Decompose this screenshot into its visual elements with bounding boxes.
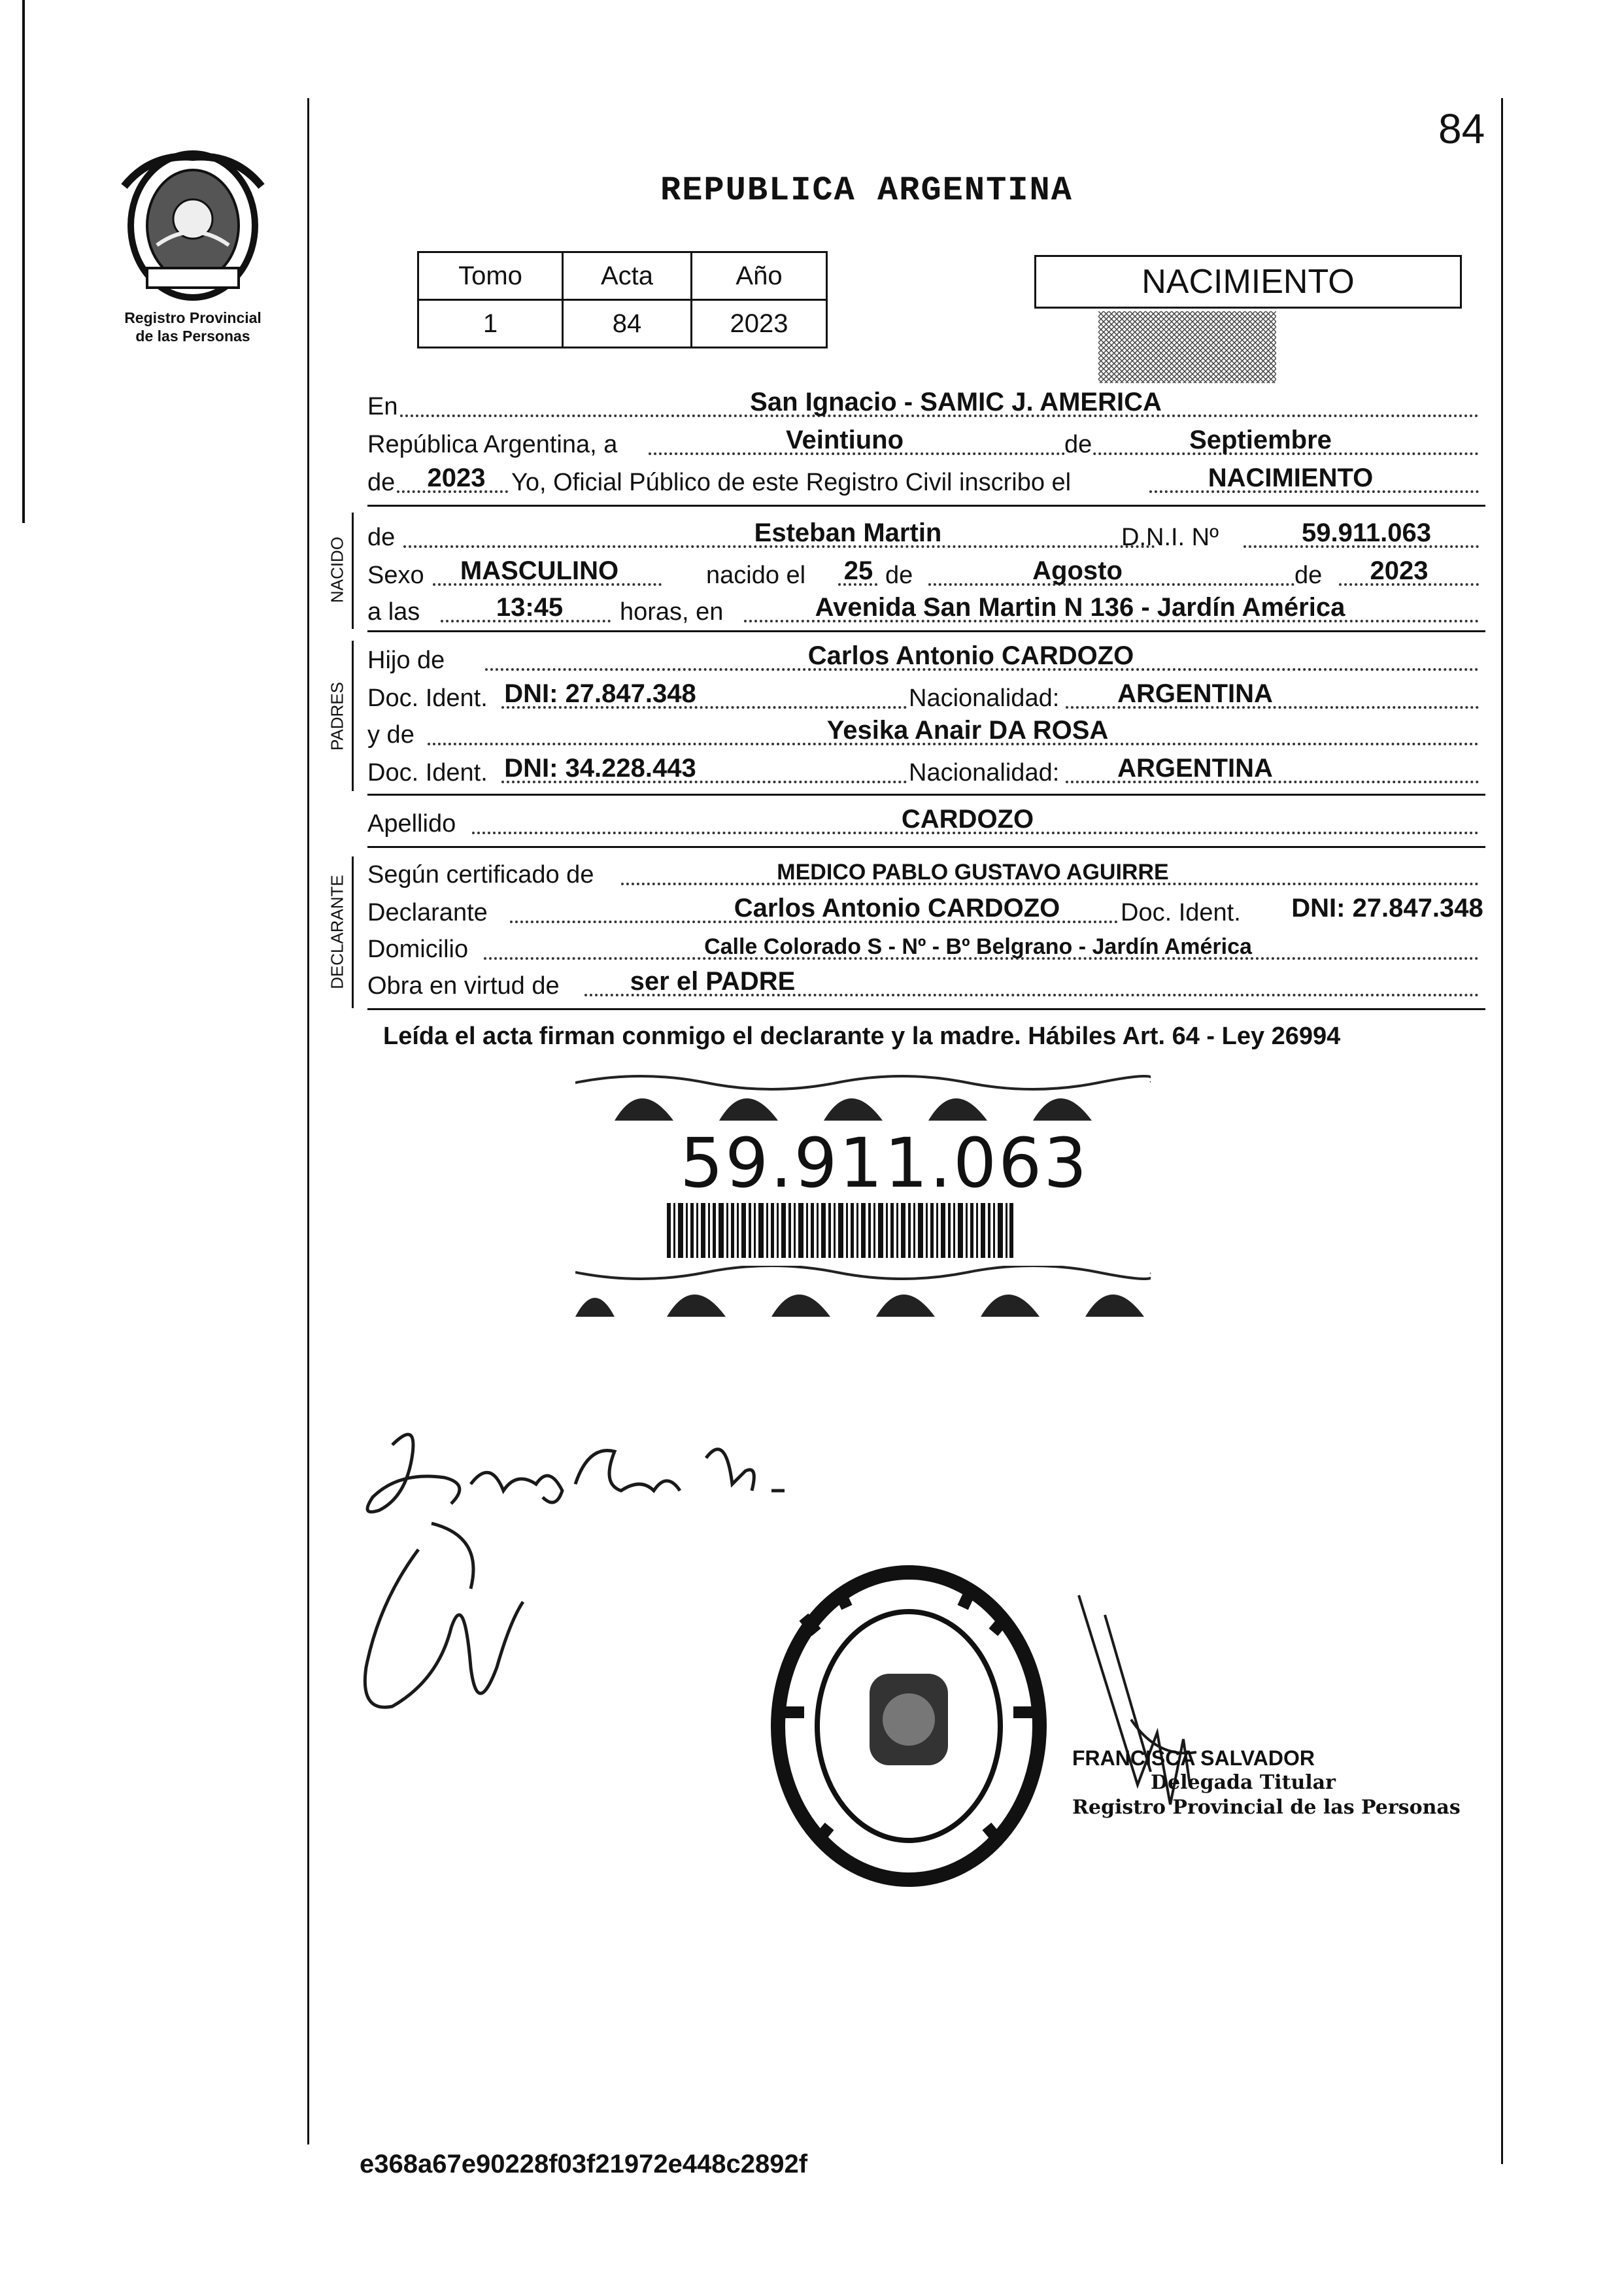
section-divider [367, 630, 1485, 632]
section-label-nacido: NACIDO [327, 536, 347, 603]
row-declarant: Declarante Carlos Antonio CARDOZO Doc. Ident. DNI: 27.847.348 [367, 894, 1483, 926]
misiones-coat-of-arms-logo [111, 147, 275, 304]
row-sex-birthdate: Sexo MASCULINO nacido el 25 de Agosto de 2023 [367, 554, 1485, 592]
section-divider [367, 505, 1485, 507]
logo-caption: Registro Provincial de las Personas [124, 309, 262, 345]
birth-month-value: Agosto [1032, 556, 1123, 585]
document-hash: e368a67e90228f03f21972e448c2892f [360, 2150, 808, 2178]
left-margin-line [22, 0, 25, 523]
legal-note: Leída el acta firman conmigo el declarante y la madre. Hábiles Art. 64 - Ley 26994 [383, 1023, 1341, 1050]
official-name: FRANCISCA SALVADOR [1072, 1746, 1315, 1770]
row-address: Domicilio Calle Colorado S - Nº - Bº Belgrano - Jardín América [367, 928, 1485, 966]
table-value-ano: 2023 [692, 300, 827, 348]
sex-value: MASCULINO [460, 556, 619, 585]
table-value-tomo: 1 [418, 300, 563, 348]
month-value: Septiembre [1189, 426, 1332, 454]
birth-place-value: Avenida San Martin N 136 - Jardín América [815, 593, 1345, 622]
row-date: República Argentina, a Veintiuno de Septiembre [367, 424, 1485, 462]
document-type-box: NACIMIENTO [1034, 255, 1462, 309]
row-mother: y de Yesika Anair DA ROSA [367, 714, 1485, 752]
section-label-declarante: DECLARANTE [327, 875, 347, 989]
section-divider [367, 1008, 1485, 1010]
section-label-padres: PADRES [327, 682, 347, 751]
right-border-line [1501, 98, 1503, 2164]
child-dni-value: 59.911.063 [1302, 518, 1431, 547]
day-value: Veintiuno [786, 426, 904, 454]
row-child-name: de Esteban Martin D.N.I. Nº 59.911.063 [367, 517, 1485, 554]
father-nationality-value: ARGENTINA [1117, 679, 1273, 708]
table-value-acta: 84 [563, 300, 692, 348]
row-father-doc: Doc. Ident. DNI: 27.847.348 Nacionalidad: ARGENTINA [367, 677, 1485, 715]
security-serial-pattern [1098, 311, 1276, 383]
child-name-value: Esteban Martin [754, 518, 942, 547]
row-year: de 2023 Yo, Oficial Público de este Registro Civil inscribo el NACIMIENTO [367, 462, 1485, 500]
declarant-doc-value: DNI: 27.847.348 [1291, 894, 1483, 923]
mother-doc-value: DNI: 34.228.443 [504, 754, 696, 783]
page-number: 84 [1438, 105, 1485, 152]
row-certificate: Según certificado de MEDICO PABLO GUSTAVO AGUIRRE [367, 854, 1485, 892]
official-office: Registro Provincial de las Personas [1072, 1796, 1461, 1819]
row-time-place: a las 13:45 horas, en Avenida San Martin N 136 - Jardín América [367, 591, 1485, 629]
document-title: REPUBLICA ARGENTINA [660, 171, 1073, 210]
table-header-tomo: Tomo [418, 252, 563, 300]
declarant-name-value: Carlos Antonio CARDOZO [734, 894, 1060, 923]
year-value: 2023 [427, 464, 486, 492]
row-father: Hijo de Carlos Antonio CARDOZO [367, 639, 1485, 677]
section-divider [367, 846, 1485, 848]
official-stamp-text [1072, 1746, 1461, 1820]
address-value: Calle Colorado S - Nº - Bº Belgrano - Jardín América [704, 934, 1252, 959]
dni-number: 59.911.063 [680, 1123, 1089, 1203]
table-header-acta: Acta [563, 252, 692, 300]
row-place: En San Ignacio - SAMIC J. AMERICA [367, 386, 1485, 424]
father-doc-value: DNI: 27.847.348 [504, 679, 696, 708]
official-role: Delegada Titular [1151, 1771, 1336, 1794]
mother-name-value: Yesika Anair DA ROSA [826, 716, 1109, 745]
surname-value: CARDOZO [901, 805, 1034, 834]
record-type-value: NACIMIENTO [1208, 464, 1374, 492]
row-surname: Apellido CARDOZO [367, 803, 1485, 841]
official-seal [765, 1563, 1053, 1889]
place-value: San Ignacio - SAMIC J. AMERICA [750, 388, 1162, 416]
barcode [667, 1203, 1013, 1258]
birth-year-value: 2023 [1370, 556, 1429, 585]
certificate-value: MEDICO PABLO GUSTAVO AGUIRRE [777, 860, 1169, 885]
birth-day-value: 25 [843, 556, 873, 585]
row-reason: Obra en virtud de ser el PADRE [367, 965, 1485, 1003]
mother-nationality-value: ARGENTINA [1117, 754, 1273, 783]
registry-table [417, 251, 828, 348]
row-mother-doc: Doc. Ident. DNI: 34.228.443 Nacionalidad: ARGENTINA [367, 752, 1485, 790]
birth-time-value: 13:45 [496, 593, 564, 622]
section-divider [367, 794, 1485, 796]
reason-value: ser el PADRE [630, 967, 796, 996]
security-ornament-bottom [575, 1266, 1151, 1318]
security-ornament-top [575, 1070, 1151, 1122]
table-header-ano: Año [692, 252, 827, 300]
father-name-value: Carlos Antonio CARDOZO [807, 641, 1134, 670]
left-border-line [307, 98, 309, 2144]
